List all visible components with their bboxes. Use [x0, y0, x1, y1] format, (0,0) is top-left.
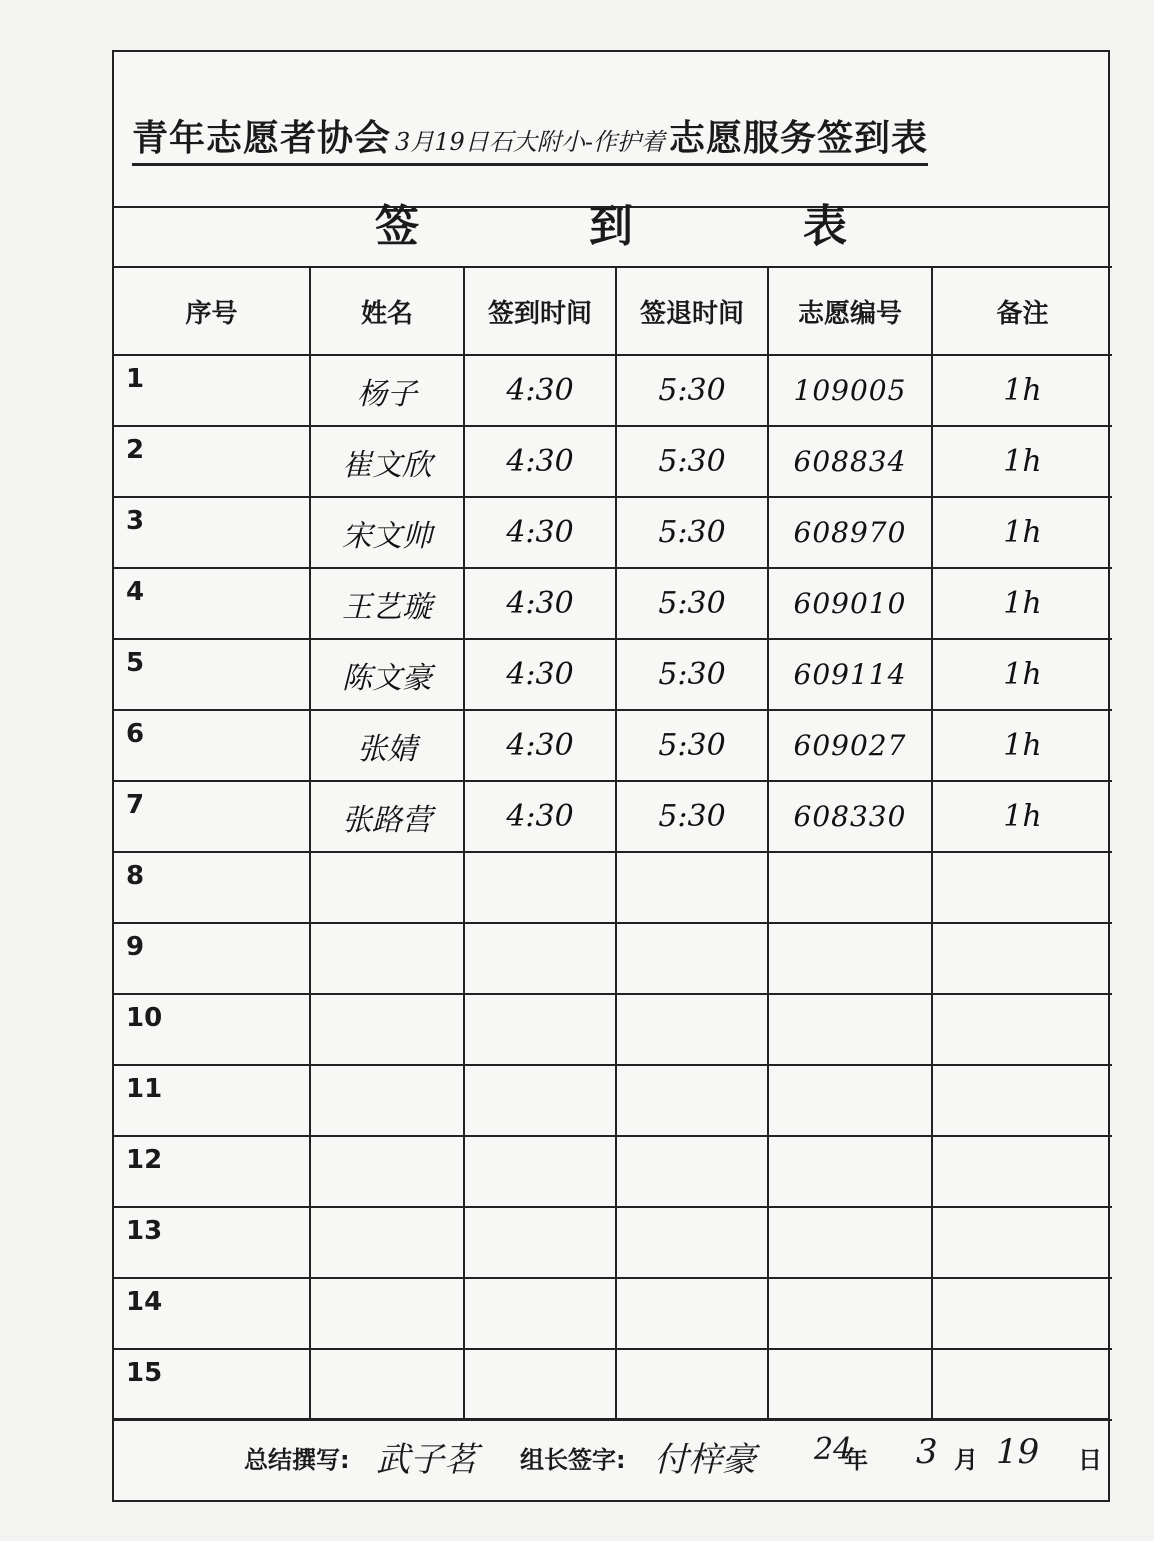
sign-in-table [114, 266, 1112, 1421]
title-handwritten-event: 3月19日石大附小-作护着 [395, 128, 665, 156]
row-volunteer-id: 609010 [768, 568, 932, 639]
row-sign-in-time [464, 1136, 616, 1207]
column-header-sign-out-time: 签退时间 [616, 267, 768, 355]
row-remark: 1h [932, 639, 1112, 710]
table-row [114, 426, 1112, 497]
row-name: 王艺璇 [310, 568, 464, 639]
column-header-number: 序号 [114, 267, 310, 355]
row-number: 8 [114, 852, 310, 923]
row-number: 15 [114, 1349, 310, 1420]
row-remark: 1h [932, 426, 1112, 497]
row-sign-out-time [616, 923, 768, 994]
row-sign-in-time: 4:30 [464, 568, 616, 639]
row-volunteer-id [768, 1207, 932, 1278]
title-prefix: 青年志愿者协会 [132, 118, 392, 159]
row-volunteer-id [768, 1136, 932, 1207]
row-remark [932, 994, 1112, 1065]
row-volunteer-id [768, 994, 932, 1065]
row-sign-out-time: 5:30 [616, 497, 768, 568]
date-year-value: 24 [814, 1432, 853, 1467]
sign-in-sheet [112, 50, 1110, 1502]
row-remark: 1h [932, 355, 1112, 426]
row-sign-out-time [616, 1065, 768, 1136]
row-name [310, 1349, 464, 1420]
date-day-label: 日 [1078, 1446, 1102, 1474]
column-header-name: 姓名 [310, 267, 464, 355]
table-row [114, 710, 1112, 781]
row-name [310, 1278, 464, 1349]
row-volunteer-id: 608834 [768, 426, 932, 497]
row-number: 4 [114, 568, 310, 639]
row-name [310, 852, 464, 923]
title-suffix: 志愿服务签到表 [668, 118, 928, 159]
row-volunteer-id: 609027 [768, 710, 932, 781]
row-remark: 1h [932, 497, 1112, 568]
row-remark: 1h [932, 781, 1112, 852]
row-name: 陈文豪 [310, 639, 464, 710]
row-sign-out-time: 5:30 [616, 426, 768, 497]
row-number: 5 [114, 639, 310, 710]
table-row [114, 568, 1112, 639]
row-sign-in-time [464, 852, 616, 923]
table-row [114, 852, 1112, 923]
row-sign-in-time: 4:30 [464, 639, 616, 710]
row-sign-out-time: 5:30 [616, 355, 768, 426]
row-remark [932, 852, 1112, 923]
row-volunteer-id [768, 852, 932, 923]
row-sign-out-time [616, 852, 768, 923]
row-name [310, 994, 464, 1065]
date-year-label: 年 [844, 1446, 868, 1474]
row-name [310, 1065, 464, 1136]
row-volunteer-id: 609114 [768, 639, 932, 710]
row-sign-in-time: 4:30 [464, 497, 616, 568]
row-remark [932, 1065, 1112, 1136]
row-volunteer-id: 608970 [768, 497, 932, 568]
row-sign-in-time [464, 1207, 616, 1278]
row-sign-out-time [616, 1349, 768, 1420]
date-month-value: 3 [916, 1432, 938, 1472]
row-remark [932, 1349, 1112, 1420]
row-sign-in-time [464, 994, 616, 1065]
row-remark: 1h [932, 710, 1112, 781]
row-sign-in-time: 4:30 [464, 781, 616, 852]
table-row [114, 1065, 1112, 1136]
sheet-title [132, 110, 928, 166]
table-row [114, 497, 1112, 568]
column-header-sign-in-time: 签到时间 [464, 267, 616, 355]
row-sign-in-time [464, 1065, 616, 1136]
column-header-volunteer-id: 志愿编号 [768, 267, 932, 355]
row-number: 13 [114, 1207, 310, 1278]
row-sign-out-time: 5:30 [616, 710, 768, 781]
row-number: 3 [114, 497, 310, 568]
table-row [114, 639, 1112, 710]
row-number: 12 [114, 1136, 310, 1207]
row-remark [932, 1207, 1112, 1278]
table-row [114, 781, 1112, 852]
row-number: 10 [114, 994, 310, 1065]
table-header-row [114, 267, 1112, 355]
date-day-value: 19 [996, 1432, 1040, 1472]
table-row [114, 355, 1112, 426]
row-name [310, 923, 464, 994]
table-row [114, 1278, 1112, 1349]
table-row [114, 923, 1112, 994]
footer [114, 1418, 1108, 1500]
row-sign-in-time: 4:30 [464, 355, 616, 426]
row-sign-out-time: 5:30 [616, 568, 768, 639]
row-number: 1 [114, 355, 310, 426]
row-volunteer-id [768, 1278, 932, 1349]
group-leader-signature: 付梓豪 [654, 1440, 756, 1480]
row-name [310, 1207, 464, 1278]
summary-writer-label: 总结撰写: [244, 1446, 350, 1474]
row-sign-in-time [464, 1278, 616, 1349]
row-number: 6 [114, 710, 310, 781]
row-name: 宋文帅 [310, 497, 464, 568]
table-row [114, 994, 1112, 1065]
row-sign-out-time [616, 994, 768, 1065]
row-number: 14 [114, 1278, 310, 1349]
subtitle-row [114, 201, 1108, 258]
row-name: 张路营 [310, 781, 464, 852]
row-remark: 1h [932, 568, 1112, 639]
column-header-remarks: 备注 [932, 267, 1112, 355]
table-row [114, 1136, 1112, 1207]
date-month-label: 月 [954, 1446, 978, 1474]
row-sign-out-time: 5:30 [616, 639, 768, 710]
row-sign-in-time: 4:30 [464, 426, 616, 497]
row-name: 杨子 [310, 355, 464, 426]
row-number: 9 [114, 923, 310, 994]
row-volunteer-id [768, 923, 932, 994]
row-sign-out-time [616, 1207, 768, 1278]
row-sign-out-time [616, 1136, 768, 1207]
row-number: 7 [114, 781, 310, 852]
group-leader-label: 组长签字: [520, 1446, 626, 1474]
table-row [114, 1349, 1112, 1420]
row-volunteer-id: 109005 [768, 355, 932, 426]
row-remark [932, 923, 1112, 994]
row-sign-in-time [464, 923, 616, 994]
table-row [114, 1207, 1112, 1278]
row-sign-out-time: 5:30 [616, 781, 768, 852]
row-number: 11 [114, 1065, 310, 1136]
summary-writer-signature: 武子茗 [376, 1440, 478, 1480]
row-sign-in-time [464, 1349, 616, 1420]
row-name: 张婧 [310, 710, 464, 781]
row-volunteer-id: 608330 [768, 781, 932, 852]
sheet-subtitle: 签到表 [375, 201, 1017, 252]
row-volunteer-id [768, 1349, 932, 1420]
row-volunteer-id [768, 1065, 932, 1136]
row-remark [932, 1278, 1112, 1349]
row-number: 2 [114, 426, 310, 497]
row-sign-in-time: 4:30 [464, 710, 616, 781]
row-name: 崔文欣 [310, 426, 464, 497]
row-remark [932, 1136, 1112, 1207]
row-sign-out-time [616, 1278, 768, 1349]
row-name [310, 1136, 464, 1207]
